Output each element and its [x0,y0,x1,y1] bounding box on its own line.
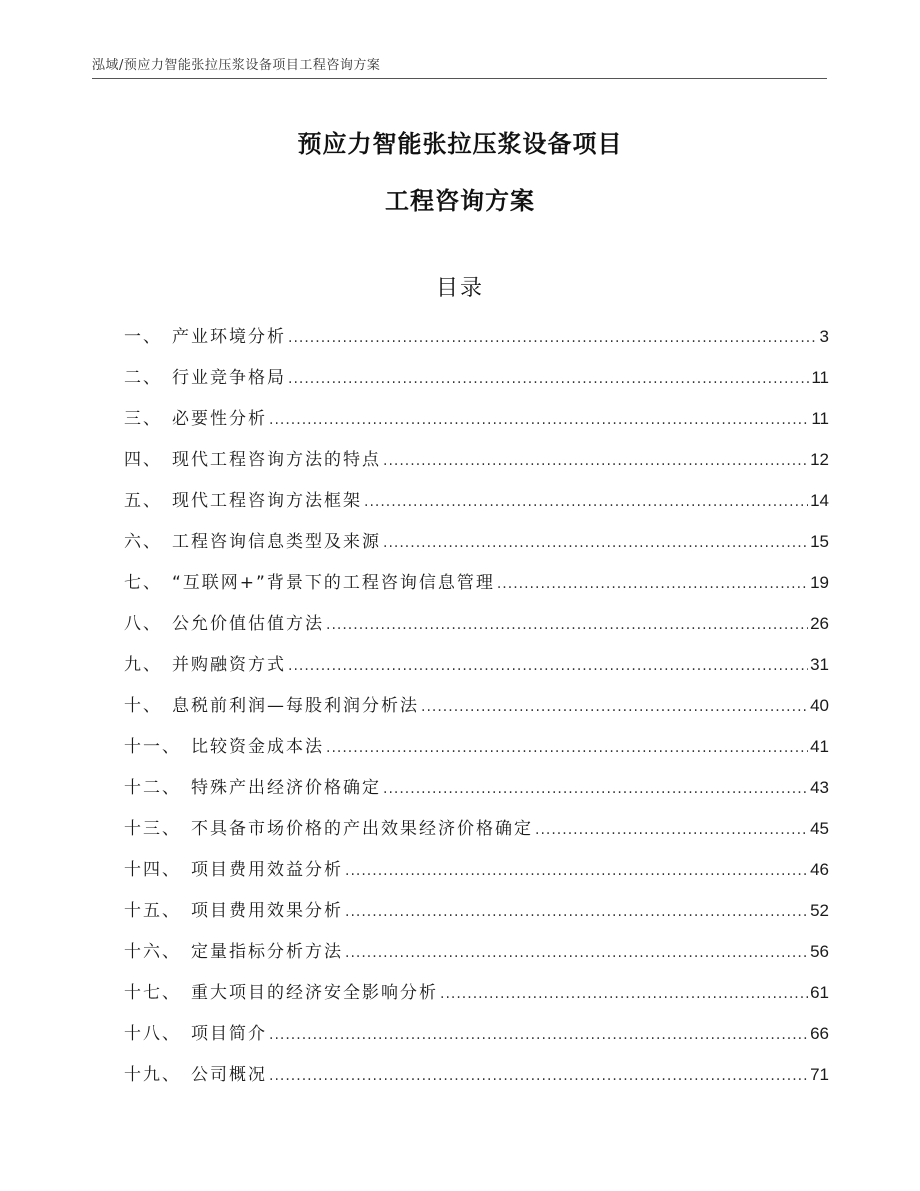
toc-dot-leader [383,535,808,551]
toc-entry[interactable] [124,691,829,732]
toc-entry[interactable] [124,773,829,814]
toc-entry-number: 五、 [124,491,162,511]
toc-entry[interactable] [124,855,829,896]
toc-entry[interactable] [124,322,829,363]
toc-entry[interactable] [124,978,829,1019]
toc-entry-title: 特殊产出经济价格确定 [191,778,381,798]
toc-entry-page-number: 56 [810,942,829,961]
toc-entry-number: 六、 [124,532,162,552]
toc-entry-page-number: 45 [810,819,829,838]
toc-entry-number: 十四、 [124,860,181,880]
toc-dot-leader [269,1027,808,1043]
toc-entry-page-number: 15 [810,532,829,551]
toc-entry-number: 十、 [124,696,162,716]
toc-entry-page-number: 66 [810,1024,829,1043]
toc-entry-page-number: 3 [819,327,829,346]
toc-dot-leader [383,453,808,469]
toc-entry-title: 项目费用效益分析 [191,860,343,880]
toc-dot-leader [497,576,808,592]
toc-entry-page-number: 19 [810,573,829,592]
toc-entry-page-number: 46 [810,860,829,879]
toc-entry-title: 必要性分析 [172,409,267,429]
toc-entry-title: 定量指标分析方法 [191,942,343,962]
toc-entry-title: 产业环境分析 [172,327,286,347]
toc-dot-leader [383,781,808,797]
toc-entry-number: 十九、 [124,1065,181,1085]
toc-entry-page-number: 12 [810,450,829,469]
toc-heading: 目录 [435,276,484,301]
toc-dot-leader [326,740,808,756]
toc-dot-leader [535,822,808,838]
toc-entry-number: 十六、 [124,942,181,962]
toc-entry[interactable] [124,937,829,978]
toc-entry-page-number: 11 [811,368,829,387]
toc-entry-page-number: 41 [810,737,829,756]
toc-entry[interactable] [124,445,829,486]
toc-entry-title: 工程咨询信息类型及来源 [172,532,381,552]
toc-entry[interactable] [124,486,829,527]
toc-entry-number: 十八、 [124,1024,181,1044]
table-of-contents [124,322,829,1101]
toc-entry-number: 四、 [124,450,162,470]
toc-entry-page-number: 14 [810,491,829,510]
toc-entry-number: 八、 [124,614,162,634]
toc-entry[interactable] [124,527,829,568]
toc-entry-title: 不具备市场价格的产出效果经济价格确定 [191,819,533,839]
toc-entry-title: 现代工程咨询方法的特点 [172,450,381,470]
toc-entry-page-number: 40 [810,696,829,715]
toc-dot-leader [345,945,808,961]
toc-entry-title: 公允价值估值方法 [172,614,324,634]
toc-entry-title: 公司概况 [191,1065,267,1085]
toc-entry-number: 七、 [124,573,162,593]
toc-entry[interactable] [124,650,829,691]
toc-entry-number: 三、 [124,409,162,429]
toc-entry-title: 息税前利润—每股利润分析法 [172,696,419,716]
toc-entry-title: “互联网+”背景下的工程咨询信息管理 [172,573,495,593]
toc-dot-leader [288,371,809,387]
toc-dot-leader [269,412,809,428]
running-header: 泓域/预应力智能张拉压浆设备项目工程咨询方案 [92,58,381,73]
toc-entry-number: 一、 [124,327,162,347]
toc-entry-number: 二、 [124,368,162,388]
toc-entry-page-number: 26 [810,614,829,633]
toc-entry-title: 项目简介 [191,1024,267,1044]
toc-entry-page-number: 52 [810,901,829,920]
toc-entry-title: 重大项目的经济安全影响分析 [191,983,438,1003]
toc-entry-number: 十七、 [124,983,181,1003]
toc-entry[interactable] [124,732,829,773]
toc-dot-leader [345,863,808,879]
toc-dot-leader [269,1068,808,1084]
toc-dot-leader [364,494,808,510]
toc-entry-title: 行业竞争格局 [172,368,286,388]
toc-dot-leader [326,617,808,633]
toc-dot-leader [288,330,818,346]
toc-entry-page-number: 71 [810,1065,829,1084]
toc-dot-leader [421,699,808,715]
document-title-line-2: 工程咨询方案 [385,187,535,215]
toc-dot-leader [440,986,808,1002]
toc-entry[interactable] [124,568,829,609]
toc-entry-page-number: 61 [810,983,829,1002]
toc-dot-leader [288,658,808,674]
toc-entry[interactable] [124,1060,829,1101]
toc-entry[interactable] [124,1019,829,1060]
toc-entry-title: 现代工程咨询方法框架 [172,491,362,511]
toc-entry-number: 十五、 [124,901,181,921]
toc-entry[interactable] [124,814,829,855]
toc-entry-title: 并购融资方式 [172,655,286,675]
toc-entry-title: 比较资金成本法 [191,737,324,757]
toc-entry-number: 九、 [124,655,162,675]
toc-entry[interactable] [124,609,829,650]
toc-entry-number: 十三、 [124,819,181,839]
toc-entry-title: 项目费用效果分析 [191,901,343,921]
toc-entry-page-number: 31 [810,655,829,674]
toc-entry-page-number: 43 [810,778,829,797]
header-divider [92,78,827,79]
toc-entry[interactable] [124,404,829,445]
toc-entry-number: 十二、 [124,778,181,798]
document-title-line-1: 预应力智能张拉压浆设备项目 [297,130,623,158]
toc-entry-page-number: 11 [811,409,829,428]
toc-dot-leader [345,904,808,920]
toc-entry-number: 十一、 [124,737,181,757]
toc-entry[interactable] [124,363,829,404]
toc-entry[interactable] [124,896,829,937]
